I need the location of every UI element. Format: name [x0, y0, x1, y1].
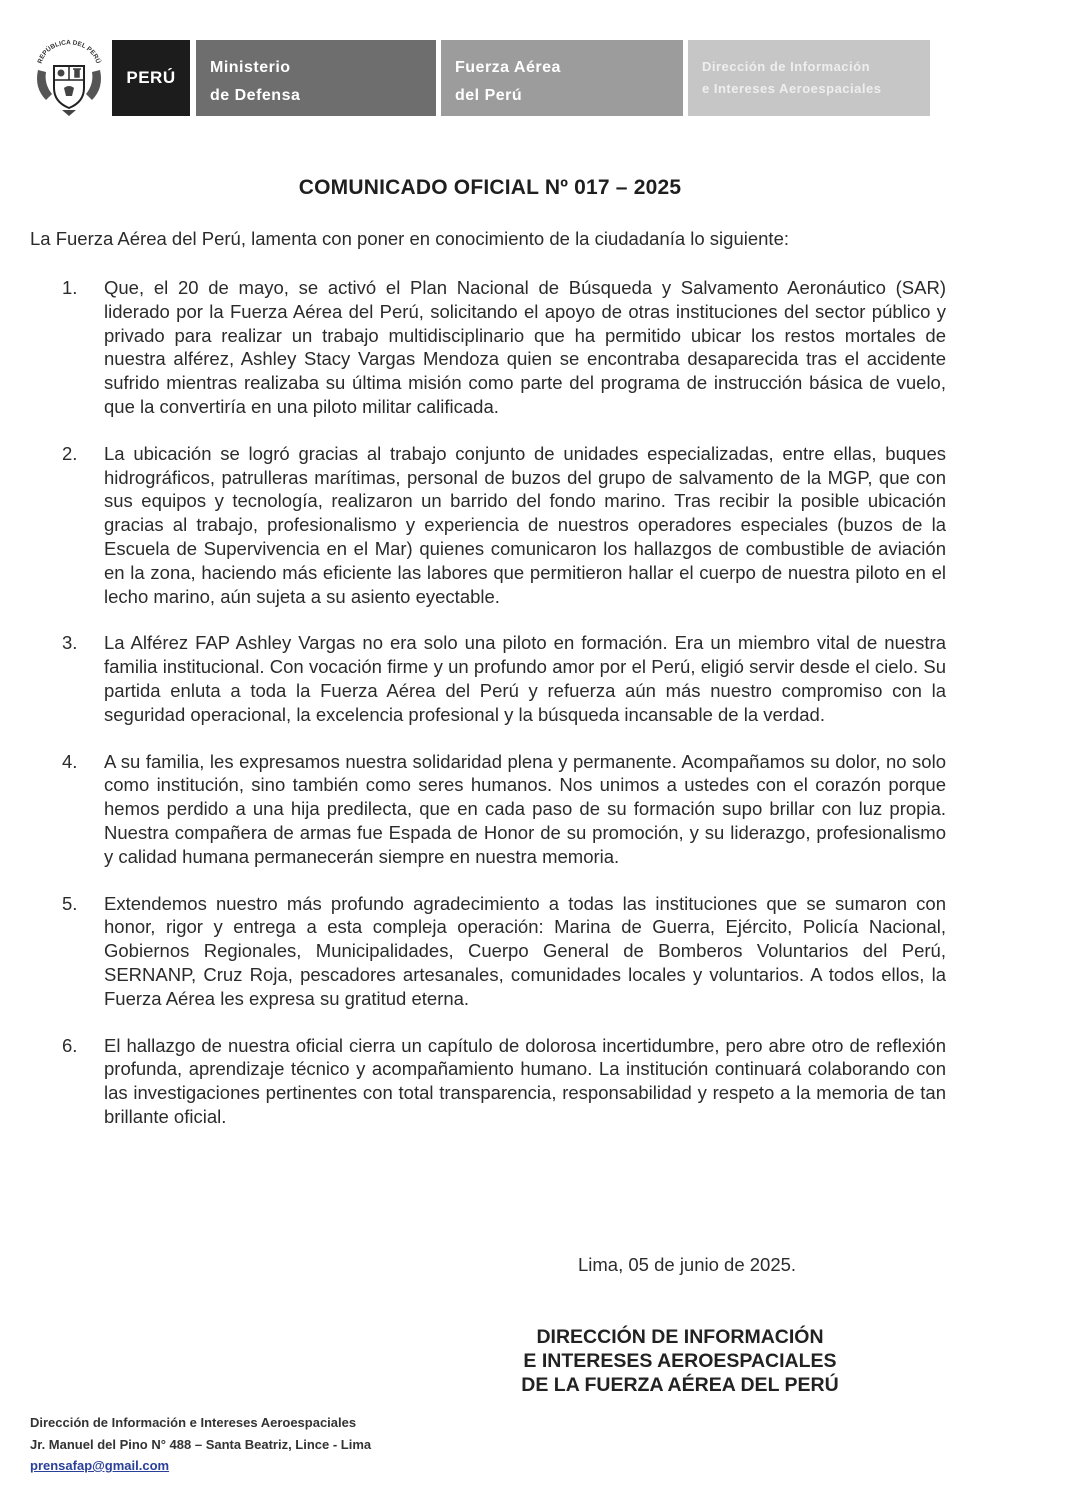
- item-number: 5.: [62, 892, 78, 914]
- email-link[interactable]: prensafap@gmail.com: [30, 1458, 170, 1473]
- signature-line: DE LA FUERZA AÉREA DEL PERÚ: [521, 1374, 839, 1396]
- list-item: [62, 442, 946, 609]
- item-text: La ubicación se logró gracias al trabajo conjunto de unidades especializadas, entre ellas, buques hidrográficos, patrulleras marítimas, personal de buzos del grupo de salvamento de la MGP, que con sus equipos y tecnología, realizaron un barrido del fondo marino. Tras recibir la posible ubicación gracias al trabajo, profesionalismo y experiencia de nuestros operadores especiales (buzos de la Escuela de Supervivencia en el Mar) quienes comunicaron los hallazgos de combustible de aviación en la zona, haciendo más eficiente las labores que permitieron hallar el cuerpo de nuestra piloto en el lecho marino, aún sujeta a su asiento eyectable.: [104, 442, 946, 607]
- item-number: 6.: [62, 1034, 78, 1056]
- footer-office: Dirección de Información e Intereses Aeroespaciales: [30, 1415, 357, 1430]
- coat-of-arms-icon: [32, 36, 106, 118]
- numbered-list: [62, 276, 946, 1152]
- directorate-label: Dirección de Información e Intereses Aeroespaciales: [688, 40, 930, 116]
- date-line: Lima, 05 de junio de 2025.: [578, 1254, 797, 1275]
- signature-line: DIRECCIÓN DE INFORMACIÓN: [536, 1326, 824, 1348]
- ministry-label: Ministerio de Defensa: [196, 40, 436, 116]
- letterhead: [32, 36, 932, 118]
- footer: [30, 1412, 371, 1477]
- intro-paragraph: La Fuerza Aérea del Perú, lamenta con poner en conocimiento de la ciudadanía lo siguiente:: [30, 228, 789, 249]
- item-text: Que, el 20 de mayo, se activó el Plan Nacional de Búsqueda y Salvamento Aeronáutico (SAR) liderado por la Fuerza Aérea del Perú, solicitando el apoyo de otras instituciones del sector público y privado para realizar un trabajo multidisciplinario que ha permitido ubicar los restos mortales de nuestra alférez, Ashley Stacy Vargas Mendoza quien se encontraba desaparecida tras el accidente sufrido mientras realizaba su última misión como parte del programa de instrucción básica de vuelo, que la convertiría en una piloto militar calificada.: [104, 277, 946, 417]
- list-item: [62, 276, 946, 419]
- list-item: [62, 750, 946, 869]
- item-text: El hallazgo de nuestra oficial cierra un capítulo de dolorosa incertidumbre, pero abre otro de reflexión profunda, aprendizaje técnico y acompañamiento humano. La institución continuará colaborando con las investigaciones pertinentes con total transparencia, responsabilidad y respeto a la memoria de tan brillante oficial.: [104, 1034, 946, 1127]
- list-item: [62, 631, 946, 726]
- item-number: 2.: [62, 442, 78, 464]
- item-text: A su familia, les expresamos nuestra solidaridad plena y permanente. Acompañamos su dolor, no solo como institución, sino también como seres humanos. Nos unimos a ustedes con el corazón porque hemos perdido a una hija predilecta, que en cada paso de su formación supo brillar con luz propia. Nuestra compañera de armas fue Espada de Honor de su promoción, y su liderazgo, profesionalismo y calidad humana permanecerán siempre en nuestra memoria.: [104, 750, 946, 867]
- item-number: 3.: [62, 632, 78, 654]
- item-text: Extendemos nuestro más profundo agradecimiento a todas las instituciones que se sumaron con honor, rigor y entrega a esta compleja operación: Marina de Guerra, Ejército, Policía Nacional, Gobiernos Regionales, Municipalidades, Cuerpo General de Bomberos Voluntarios del Perú, SERNANP, Cruz Roja, pescadores artesanales, comunidades locales y voluntarios. A todos ellos, la Fuerza Aérea les expresa su gratitud eterna.: [104, 892, 946, 1009]
- air-force-label: Fuerza Aérea del Perú: [441, 40, 683, 116]
- signature-block: [490, 1325, 870, 1397]
- svg-text:REPÚBLICA DEL PERÚ: REPÚBLICA DEL PERÚ: [36, 39, 102, 65]
- item-number: 4.: [62, 750, 78, 772]
- signature-line: E INTERESES AEROESPACIALES: [523, 1350, 837, 1372]
- footer-address: Jr. Manuel del Pino N° 488 – Santa Beatriz, Lince - Lima: [30, 1436, 372, 1452]
- item-number: 1.: [62, 277, 78, 298]
- list-item: [62, 1034, 946, 1129]
- list-item: [62, 892, 946, 1011]
- item-text: La Alférez FAP Ashley Vargas no era solo una piloto en formación. Era un miembro vital de nuestra familia institucional. Con vocación firme y un profundo amor por el Perú, eligió servir desde el cielo. Su partida enluta a toda la Fuerza Aérea del Perú y refuerza aún más nuestro compromiso con la seguridad operacional, la excelencia profesional y la búsqueda incansable de la verdad.: [104, 632, 946, 725]
- document-title: COMUNICADO OFICIAL Nº 017 – 2025: [298, 176, 682, 199]
- country-label: PERÚ: [112, 40, 190, 116]
